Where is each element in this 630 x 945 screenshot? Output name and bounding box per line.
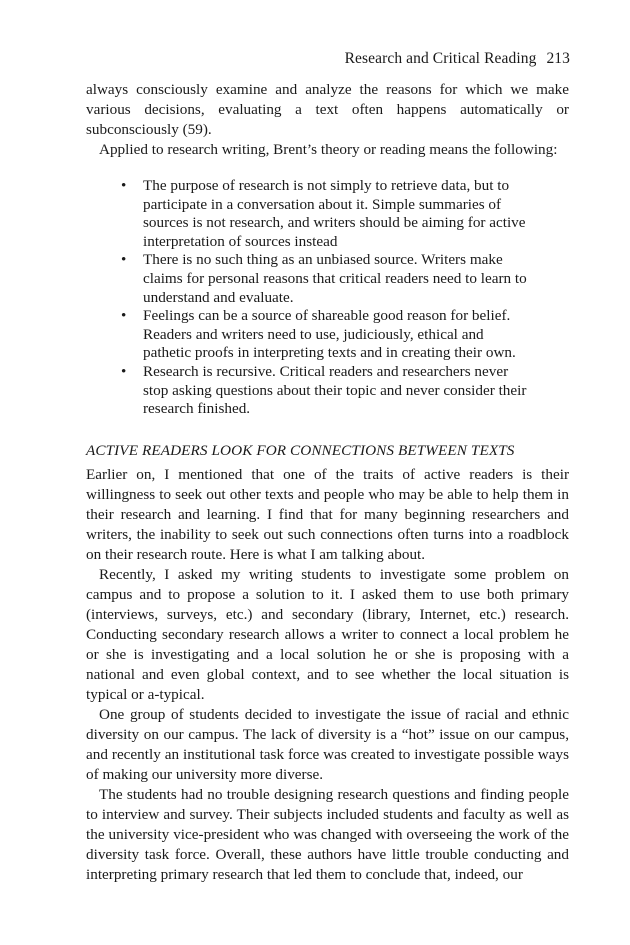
list-item (118, 363, 533, 419)
body-paragraph: The students had no trouble designing research questions and finding people to interview and survey. Their subjects included students and faculty as well as the university vice-president who was changed with overseeing the work of the diversity task force. Overall, these authors have little trouble conducting and interpreting primary research that led them to conclude that, indeed, our (86, 785, 569, 883)
page-body (86, 80, 569, 885)
list-item-text: There is no such thing as an unbiased source. Writers make claims for personal reasons that critical readers need to learn to understand and evaluate. (143, 251, 527, 306)
bullet-icon: • (121, 307, 127, 325)
running-head (345, 50, 570, 68)
list-item-text: The purpose of research is not simply to retrieve data, but to participate in a conversation about it. Simple summaries of sources is not research, and writers should be aiming for active interpretation of sources instead (143, 177, 526, 250)
list-item (118, 177, 533, 251)
body-paragraph: Recently, I asked my writing students to investigate some problem on campus and to propose a solution to it. I asked them to use both primary (interviews, surveys, etc.) and secondary (library, Internet, etc.) research. Conducting secondary research allows a writer to connect a local problem he or she is investigating and a local solution he or she is proposing with a national and even global context, and to see whether the local situation is typical or a-typical. (86, 565, 569, 703)
list-item-text: Feelings can be a source of shareable good reason for belief. Readers and writers need to use, judiciously, ethical and pathetic proofs in interpreting texts and in creating their own. (143, 307, 516, 362)
list-item (118, 307, 533, 363)
list-item-text: Research is recursive. Critical readers and researchers never stop asking questions about their topic and never consider their research finished. (143, 362, 527, 418)
running-head-title: Research and Critical Reading (344, 50, 537, 67)
bullet-list (86, 177, 569, 419)
section-heading: ACTIVE READERS LOOK FOR CONNECTIONS BETWEEN TEXTS (86, 441, 515, 459)
bullet-icon: • (121, 362, 127, 380)
bullet-icon: • (121, 251, 127, 269)
list-item (118, 251, 533, 307)
bullet-icon: • (121, 177, 127, 194)
continued-paragraph: always consciously examine and analyze the reasons for which we make various decisions, evaluating a text often happens automatically or subconsciously (59). (86, 81, 569, 138)
lead-in-paragraph: Applied to research writing, Brent’s theory or reading means the following: (99, 141, 558, 158)
page-number: 213 (546, 50, 570, 67)
body-paragraph: Earlier on, I mentioned that one of the traits of active readers is their willingness to seek out other texts and people who may be able to help them in their research and learning. I find that for many beginning researchers and writers, the inability to seek out such connections often turns into a roadblock on their research route. Here is what I am talking about. (86, 465, 569, 563)
body-paragraph: One group of students decided to investigate the issue of racial and ethnic diversity on our campus. The lack of diversity is a “hot” issue on our campus, and recently an institutional task force was created to investigate possible ways of making our university more diverse. (86, 705, 569, 783)
